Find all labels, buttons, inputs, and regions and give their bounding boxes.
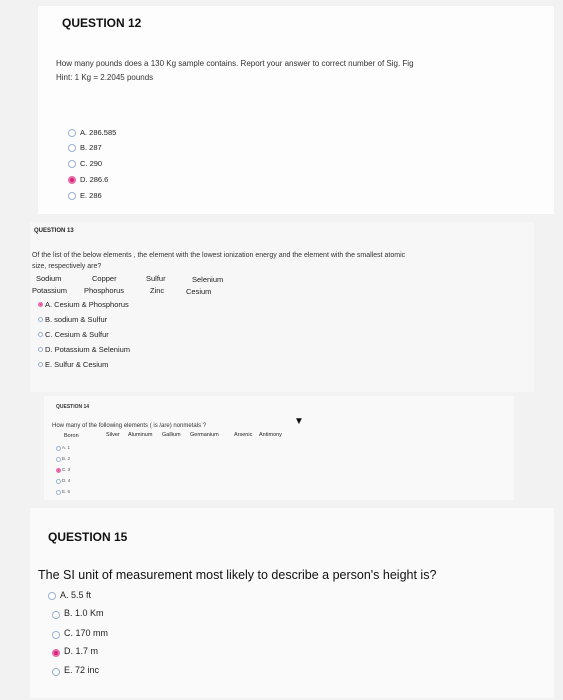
q15-radio-d-selected[interactable] — [52, 649, 60, 657]
q15-radio-a[interactable] — [48, 592, 56, 600]
q14-radio-b[interactable] — [56, 457, 61, 462]
q14-option-e[interactable]: E. 5 — [62, 489, 71, 494]
q14-radio-e[interactable] — [56, 490, 61, 495]
question-12-text: How many pounds does a 130 Kg sample contains. Report your answer to correct number of Sig. Fig — [56, 59, 414, 68]
question-15-title: QUESTION 15 — [48, 530, 128, 544]
question-14-title: QUESTION 14 — [56, 404, 90, 410]
q15-option-c[interactable]: C. 170 mm — [64, 628, 109, 638]
q15-option-a[interactable]: A. 5.5 ft — [60, 590, 92, 600]
element-arsenic: Arsenic — [234, 432, 253, 438]
element-germanium: Germanium — [190, 432, 219, 438]
q13-radio-b[interactable] — [38, 317, 43, 322]
element-sodium: Sodium — [36, 274, 62, 283]
element-sulfur: Sulfur — [146, 274, 166, 283]
question-14-text: How many of the following elements ( is /are) nonmetals ? — [52, 423, 207, 429]
q12-option-c[interactable]: C. 290 — [80, 159, 103, 168]
q13-option-c[interactable]: C. Cesium & Sulfur — [45, 330, 109, 339]
question-14-panel — [44, 396, 514, 500]
q13-option-e[interactable]: E. Sulfur & Cesium — [45, 360, 109, 369]
element-phosphorus: Phosphorus — [84, 286, 125, 295]
element-cesium: Cesium — [186, 287, 212, 296]
mouse-cursor-icon: ▼ — [294, 416, 304, 427]
q14-option-a[interactable]: A. 1 — [62, 445, 71, 450]
q14-option-b[interactable]: B. 2 — [62, 456, 71, 461]
question-13-text: Of the list of the below elements , the element with the lowest ionization energy and the element with the smallest atomic — [32, 252, 406, 259]
element-potassium: Potassium — [32, 286, 68, 295]
element-antimony: Antimony — [259, 432, 282, 438]
q12-option-d[interactable]: D. 286.6 — [80, 175, 109, 184]
question-12-panel — [38, 6, 554, 214]
q14-radio-a[interactable] — [56, 446, 61, 451]
question-12-title: QUESTION 12 — [62, 16, 142, 30]
q13-option-b[interactable]: B. sodium & Sulfur — [45, 315, 108, 324]
q15-radio-c[interactable] — [52, 631, 60, 639]
q12-radio-e[interactable] — [68, 192, 76, 200]
element-boron: Boron — [64, 433, 79, 439]
q13-radio-e[interactable] — [38, 362, 43, 367]
q12-radio-c[interactable] — [68, 160, 76, 168]
q15-radio-e[interactable] — [52, 668, 60, 676]
q12-radio-a[interactable] — [68, 129, 76, 137]
element-aluminum: Aluminum — [128, 432, 153, 438]
question-13-title: QUESTION 13 — [34, 228, 74, 234]
q13-radio-d[interactable] — [38, 347, 43, 352]
question-13-panel — [30, 222, 534, 392]
q15-option-b[interactable]: B. 1.0 Km — [64, 608, 104, 618]
q15-option-e[interactable]: E. 72 inc — [64, 665, 100, 675]
q12-option-a[interactable]: A. 286.585 — [80, 128, 117, 137]
q13-option-d[interactable]: D. Potassium & Selenium — [45, 345, 131, 354]
q14-option-c[interactable]: C. 3 — [62, 467, 71, 472]
q12-radio-d-selected[interactable] — [68, 176, 76, 184]
q12-option-b[interactable]: B. 287 — [80, 143, 102, 152]
question-15-text: The SI unit of measurement most likely to describe a person's height is? — [38, 568, 437, 582]
q13-option-a[interactable]: A. Cesium & Phosphorus — [45, 300, 129, 309]
question-15-panel — [30, 508, 554, 698]
element-copper: Copper — [92, 274, 117, 283]
q12-option-e[interactable]: E. 286 — [80, 191, 102, 200]
q14-radio-c-selected[interactable] — [56, 468, 61, 473]
q14-option-d[interactable]: D. 4 — [62, 478, 71, 483]
element-gallium: Gallium — [162, 432, 181, 438]
element-silver: Silver — [106, 432, 120, 438]
element-selenium: Selenium — [192, 275, 224, 284]
element-zinc: Zinc — [150, 286, 165, 295]
q13-radio-c[interactable] — [38, 332, 43, 337]
question-12-hint: Hint: 1 Kg = 2.2045 pounds — [56, 73, 154, 82]
q14-radio-d[interactable] — [56, 479, 61, 484]
q13-radio-a-selected[interactable] — [38, 302, 43, 307]
question-13-text-2: size, respectively are? — [32, 263, 102, 270]
q15-option-d[interactable]: D. 1.7 m — [64, 646, 99, 656]
q12-radio-b[interactable] — [68, 144, 76, 152]
q15-radio-b[interactable] — [52, 611, 60, 619]
